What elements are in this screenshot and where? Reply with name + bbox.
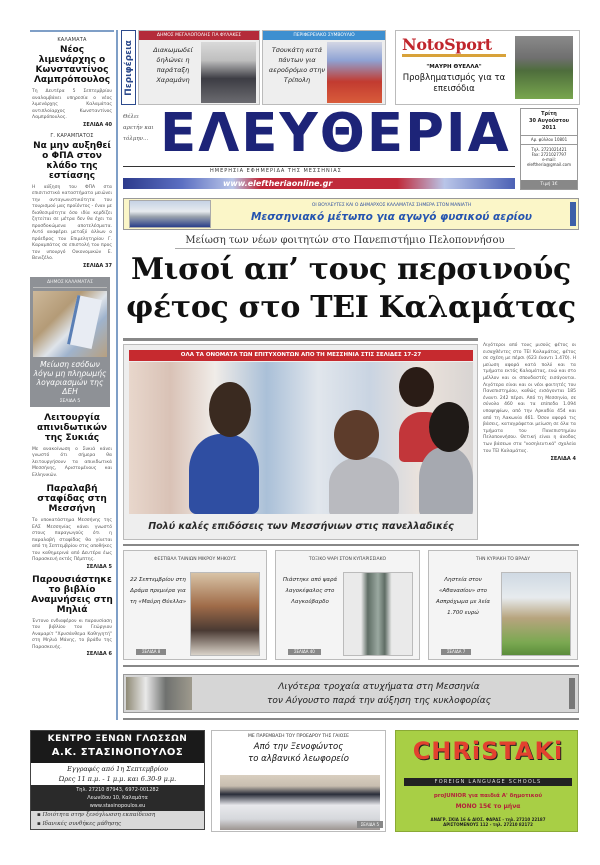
teaser-title	[212, 741, 385, 765]
christaki-price: ΜΟΝΟ 15€ το μήνα	[455, 803, 521, 810]
teaser-title: Τσουκάτη κατά πάντων για αεροδρόμιο στην Τρίπολη	[268, 46, 326, 84]
student-figure	[189, 434, 259, 514]
main-story-kicker: Μείωση των νέων φοιτητών στο Πανεπιστήμιο Πελοποννήσου	[175, 235, 515, 249]
ad-phone: Τηλ. 27210 87943, 6972-001282	[76, 787, 159, 793]
teaser-title: Προβληματισμός για τα επεισόδια	[402, 73, 506, 94]
ad-title-line-1: ΚΕΝΤΡΟ ΞΕΝΩΝ ΓΛΩΣΣΩΝ	[47, 734, 188, 744]
issue-date	[521, 109, 577, 136]
ad-website[interactable]: www.stasinopoulos.eu	[89, 803, 146, 809]
christaki-subtitle: FOREIGN LANGUAGE SCHOOLS	[404, 778, 572, 786]
story-title: Νέος λιμενάρχης ο Κωνσταντίνος Λαμπρόπουλος	[33, 45, 111, 85]
section-tab-label: Περιφέρεια	[123, 39, 134, 96]
notosport-teaser[interactable]	[395, 30, 580, 105]
student-head	[399, 367, 434, 407]
story-vat-catering[interactable]	[30, 133, 114, 269]
story-box-dei-bills[interactable]	[30, 277, 110, 407]
ad-address: Λεωνίδου 10, Καλαμάτα	[87, 795, 148, 801]
christaki-logo: CHRiSTAKi	[412, 737, 564, 765]
page-ref: ΣΕΛΙΔΑ 5	[357, 821, 383, 828]
teaser-kicker: "ΜΑΥΡΗ ΘΥΕΛΛΑ"	[426, 64, 482, 70]
bullet-text: Ιδανικές συνθήκες μάθησης	[42, 821, 122, 827]
teaser-megalopoli[interactable]	[138, 30, 260, 105]
page-tab	[569, 678, 575, 709]
teaser-kicker: ΔΗΜΟΣ ΜΕΓΑΛΟΠΟΛΗΣ ΓΙΑ ΦΥΛΑΚΕΣ	[139, 31, 259, 40]
page-ref: ΣΕΛΙΔΑ 4	[550, 456, 576, 463]
box-title: Μείωση εσόδων λόγω μη πληρωμής λογαριασμών της ΔΕΗ	[33, 359, 107, 396]
electricity-bills-photo	[33, 291, 107, 357]
page-ref: ΣΕΛΙΔΑ 40	[288, 649, 321, 655]
issue-year: 2011	[542, 125, 556, 131]
teaser-kicker: ΤΗΝ ΚΥΡΙΑΚΗ ΤΟ ΒΡΑΔΥ	[476, 557, 530, 562]
registration-text: Εγγραφές από 1η Σεπτεμβρίου	[67, 765, 168, 773]
teaser-kicker: ΟΙ ΒΟΥΛΕΥΤΕΣ ΚΑΙ Ο ΔΗΜΑΡΧΟΣ ΚΑΛΑΜΑΤΑΣ ΣΗΜΕΡΑ ΣΤΟΝ ΜΑΝΙΑΤΗ	[311, 203, 472, 208]
teaser-kicker: ΦΕΣΤΙΒΑΛ ΤΑΙΝΙΩΝ ΜΙΚΡΟΥ ΜΗΚΟΥΣ	[153, 557, 236, 562]
contact-info	[521, 145, 577, 180]
masthead-motto: Θέλει αρετήν και τόλμην...	[123, 114, 154, 142]
headline-line-1: Μισοί απ’ τους περσινούς	[131, 252, 571, 287]
bullet-item: ▪ Ποιότητα στην ξενόγλωσση εκπαίδευση	[37, 812, 156, 818]
street-photo	[501, 572, 571, 656]
christaki-promo: proJUNIOR για παιδιά Α' δημοτικού	[433, 793, 543, 799]
website-url[interactable]: www.eleftheriaonline.gr	[223, 179, 333, 188]
section-rule	[123, 718, 579, 720]
teaser-kicker: ΤΟΞΙΚΟ ΨΑΡΙ ΣΤΟΝ ΚΥΠΑΡΙΣΣΙΑΚΟ	[308, 557, 387, 562]
notosport-logo: NotoSport	[402, 35, 506, 57]
email-address[interactable]: eleftheria@gmail.com	[526, 162, 572, 167]
hours-text: Ώρες 11 π.μ. - 1 μ.μ. και 6.30-9 μ.μ.	[58, 775, 177, 783]
teaser-regional-council[interactable]	[262, 30, 386, 105]
masthead-rule	[123, 166, 515, 167]
football-photo	[515, 36, 573, 99]
student-head	[209, 382, 251, 437]
teaser-title: Μεσσηνιακό μέτωπο για αγωγό φυσικού αερίου	[250, 211, 533, 223]
issue-day: Τρίτη	[541, 111, 557, 117]
students-photo	[129, 362, 473, 514]
teaser-title: 22 Σεπτεμβρίου στη Δράμα πρεμιέρα για τη «Μαύρη Θύελλα»	[129, 577, 187, 605]
teaser-title-line-1: Από την Ξενοφώντος	[253, 742, 344, 752]
film-still-photo	[190, 572, 260, 656]
ad-language-center[interactable]	[30, 730, 205, 830]
christaki-addresses	[400, 817, 576, 827]
bullet-item: ▪ Ιδανικές συνθήκες μάθησης	[37, 821, 122, 827]
page-tab	[570, 202, 576, 226]
teaser-kicker: ΜΕ ΠΑΡΕΜΒΑΣΗ ΤΟΥ ΠΡΟΕΔΡΟΥ ΤΗΣ ΓΑΙΟΣΕ	[248, 734, 349, 739]
student-head	[429, 402, 469, 452]
page-ref: ΣΕΛΙΔΑ 6	[86, 651, 112, 657]
teaser-title-line-2: το αλβανικό λεωφορείο	[248, 754, 349, 764]
student-figure	[419, 447, 473, 514]
issue-info-box	[520, 108, 578, 190]
story-book-presentation[interactable]	[30, 575, 114, 658]
page-ref: ΣΕΛΙΔΑ 40	[83, 121, 112, 128]
address-line-2: ΑΡΙΣΤΟΜΕΝΟΥΣ 112 - τηλ. 27210 82172	[443, 822, 533, 827]
headline-rule	[123, 338, 478, 341]
teaser-film-festival[interactable]	[123, 550, 267, 660]
ad-header	[31, 731, 204, 763]
box-kicker: ΔΗΜΟΣ ΚΑΛΑΜΑΤΑΣ	[33, 280, 107, 288]
ad-title-line-2: Α.Κ. ΣΤΑΣΙΝΟΠΟΥΛΟΣ	[51, 747, 184, 758]
story-kicker: Γ. ΚΑΡΑΜΠΑΤΟΣ	[50, 132, 94, 139]
page-ref: ΣΕΛΙΔΑ 5	[59, 398, 81, 404]
story-kicker: ΚΑΛΑΜΑΤΑ	[57, 37, 87, 43]
story-body: Το υποκατάστημα Μεσσήνης της ΕΑΣ Μεσσηνίας κάνει γνωστό στους παραγωγούς ότι η παραλαβή σταφίδας θα γίνεται από τη Σεπτεμβρίου στις αποθήκες του καθημερινά από Δευτέρα έως Παρασκευή εκτός Πέμπτης.	[32, 518, 112, 562]
issue-date-text: 30 Αυγούστου	[528, 118, 570, 124]
page-ref: ΣΕΛΙΔΑ 37	[83, 262, 112, 269]
teaser-toxic-fish[interactable]	[275, 550, 420, 660]
story-body: Η αύξηση του ΦΠΑ στα επισιτιστικά καταστήματα μειώνει την ανταγωνιστικότητα του τουρισμού μας προϊόντος - έναν με διαθεσιμότητα όσο ιδία κερδίζει ζητείται σε μέτρα δεν θα έχει τα προσδοκώμενα αποτελέσματα. Αυτό αναφέρει μεταξύ άλλων ο πρόεδρος του Επιμελητηρίου Γ. Καραμπάτος σε επιστολή του προς τον υπουργό Οικονομικών Ε. Βενιζέλο.	[32, 184, 112, 261]
page-ref: ΣΕΛΙΔΑ 5	[86, 563, 112, 570]
masthead-subtitle: ΗΜΕΡΗΣΙΑ ΕΦΗΜΕΡΙΔΑ ΤΗΣ ΜΕΣΣΗΝΙΑΣ	[210, 168, 342, 174]
page-ref: ΣΕΛΙΔΑ 7	[441, 649, 471, 655]
traffic-accidents-teaser[interactable]	[123, 674, 579, 713]
price-label: Τιμή 1€	[521, 180, 577, 189]
gas-pipeline-teaser[interactable]	[123, 198, 579, 230]
story-body: Με ανακοίνωση ο Συκιά κάνει γνωστό ότι σήμερα θα λειτουργήσουν τα απινιδωτικά Μεσσήνης, Αριστομένους και Ελληνικών.	[32, 446, 112, 478]
website-banner[interactable]	[123, 178, 515, 189]
section-rule	[123, 544, 579, 546]
address-line-1: ΑΝΑΓΡ. ΣΚΙΑ 16 & ΔΙΟΣ. ΦΑΡΑΣ - τηλ. 27210 22187	[430, 817, 546, 822]
story-body: Έντονο ενδιαφέρον κι παρουσίαση του βιβλίου του Γεώργιου Αναμαρίτ "Χρυσάνθεμα Καθηγητή" στη Μηλιά Μάνης, το βράδυ της Παρασκευής.	[32, 618, 112, 650]
teaser-kicker: ΠΕΡΙΦΕΡΕΙΑΚΟ ΣΥΜΒΟΥΛΙΟ	[263, 31, 385, 40]
phone-number: Τηλ. 2721021421	[531, 147, 567, 152]
ad-contact	[31, 785, 204, 811]
issue-number: Αρ. φύλλου 10801	[521, 136, 577, 145]
teaser-title: Πιάστηκε από ψαρά λαγοκέφαλος στο Λαγκούβαρδο	[282, 577, 338, 605]
teaser-title: Διακωμωδεί δηλώνει η παράταξη Χαραμάνη	[153, 46, 193, 84]
teaser-title-line-2: τον Αύγουστο παρά την αύξηση της κυκλοφορίας	[266, 696, 492, 706]
section-tab-region[interactable]	[121, 30, 136, 105]
main-headline[interactable]	[123, 251, 579, 327]
fax-number: Fax: 2721027797	[531, 152, 567, 157]
story-title: Παρουσιάστηκε το βιβλίο Αναμνήσεις στη Μηλιά	[31, 574, 113, 615]
main-photo-box[interactable]	[123, 344, 478, 540]
results-banner: ΟΛΑ ΤΑ ΟΝΟΜΑΤΑ ΤΩΝ ΕΠΙΤΥΧΟΝΤΩΝ ΑΠΟ ΤΗ ΜΕΣΣΗΝΙΑ ΣΤΙΣ ΣΕΛΙΔΕΣ 17-27	[129, 350, 473, 361]
main-story-body	[483, 343, 576, 462]
fish-photo	[343, 572, 413, 656]
pipeline-photo	[129, 200, 211, 228]
bullet-text: Ποιότητα στην ξενόγλωσση εκπαίδευση	[42, 812, 156, 818]
ad-christaki-schools[interactable]	[395, 730, 578, 832]
teaser-title	[199, 680, 559, 708]
teaser-title: Ληστεία στον «Αθανασίου» στο Ασπρόχωμα με λεία 1.700 ευρώ	[435, 577, 491, 616]
story-title: Παραλαβή σταφίδας στη Μεσσήνη	[37, 484, 107, 514]
ad-registration	[31, 763, 204, 785]
left-news-column	[30, 30, 114, 720]
student-figure	[329, 457, 399, 514]
story-body: Τη Δευτέρα 5 Σεπτεμβρίου αναλαμβάνει υπηρεσία ο νέος λιμενάρχης Καλαμάτας αντιπλοίαρχος Κωνσταντίνος Λαμπρόπουλος.	[32, 89, 112, 120]
story-new-harbour-master[interactable]	[30, 37, 114, 128]
photo-caption: Πολύ καλές επιδόσεις των Μεσσήνιων στις πανελλαδικές	[148, 521, 454, 532]
ad-bullets	[31, 811, 204, 829]
column-divider	[116, 30, 118, 720]
story-raisin-collection[interactable]	[30, 484, 114, 570]
email-label: e-mail:	[542, 157, 556, 162]
story-title: Λειτουργία απινιδωτικών της Συκιάς	[36, 412, 108, 443]
headline-line-2: φέτος στο ΤΕΙ Καλαμάτας	[126, 290, 576, 325]
page-ref: ΣΕΛΙΔΑ 8	[136, 649, 166, 655]
teaser-albanian-bus[interactable]	[211, 730, 386, 832]
teaser-title-line-1: Λιγότερα τροχαία ατυχήματα στη Μεσσηνία	[278, 682, 480, 692]
story-body: Λιγότεροι από τους μισούς φέτος οι εισαχθέντες στο ΤΕΙ Καλαμάτας, φέτος σε σχέση με πέρσι (623 έναντι 1.470). Η μείωση αφορά κατά πολύ και τα τμήματα εκτός Καλαμάτας, ενώ και στο μέλλον και οι σπουδαστές εισάγονται. Λιγότερα είναι και οι νέοι φοιτητές του Πανεπιστημίου, καθώς εισάγονται 185 έναντι 242 πέρσι. Από τη Μεσσηνία, σε σύνολο 460 και τα επίπεδα 1.094 υποψηφίων, από την Αρκαδία 454 και από τη Λακωνία 461. Όσον αφορά τις βάσεις, καταγράφεται μείωση σε όλα τα τμήματα του Πανεπιστημίου Πελοποννήσου. Θετική είναι η άνοδος των βάσεων στα "νοσηλευτικά" σχολεία του ΤΕΙ Καλαμάτας.	[483, 343, 576, 454]
story-defibrillators[interactable]	[30, 413, 114, 480]
section-rule	[123, 665, 579, 667]
police-photo	[126, 677, 192, 710]
student-head	[334, 410, 379, 460]
portrait-photo	[201, 42, 256, 103]
story-title: Να μην αυξηθεί ο ΦΠΑ στον κλάδο της εστίασης	[33, 140, 111, 181]
teaser-robbery[interactable]	[428, 550, 578, 660]
council-meeting-photo	[327, 42, 382, 103]
newspaper-logo[interactable]: ΕΛΕΥΘΕΡΙΑ	[160, 103, 511, 164]
